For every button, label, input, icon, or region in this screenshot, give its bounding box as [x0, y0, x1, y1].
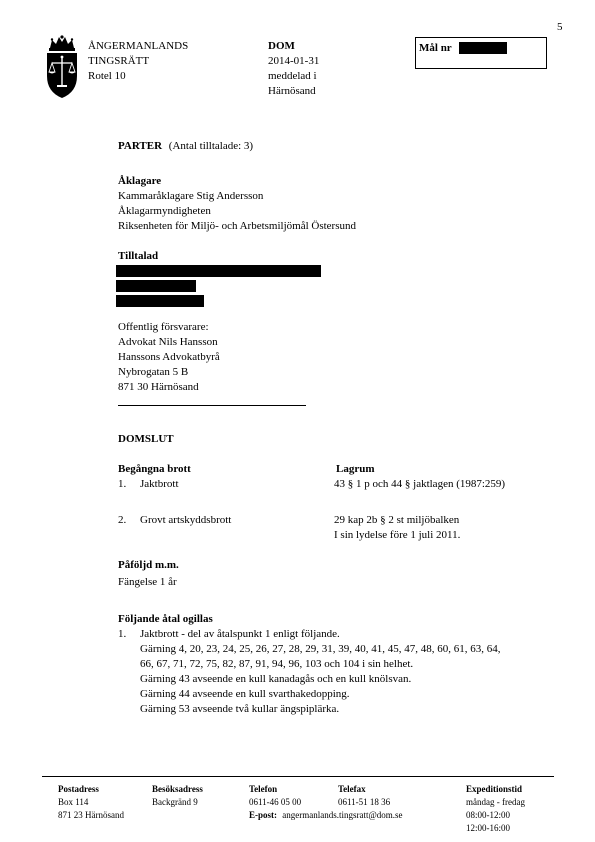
section-divider: [118, 405, 306, 406]
court-name: ÅNGERMANLANDS TINGSRÄTT Rotel 10: [88, 40, 189, 82]
defender-section: Offentlig försvarare: Advokat Nils Hansson Hanssons Advokatbyrå Nybrogatan 5 B 871 30 Härnösand: [118, 321, 220, 393]
case-number-box: [415, 37, 547, 69]
document-date: 2014-01-31: [268, 55, 320, 67]
ogillas-number: 1.: [118, 628, 127, 640]
footer-divider: [42, 776, 554, 777]
parter-section: [118, 139, 253, 154]
crime-number: 2.: [118, 514, 127, 526]
case-number-label: Mål nr: [419, 42, 452, 54]
defendant-address-redaction: [116, 280, 196, 292]
crime-law: 43 § 1 p och 44 § jaktlagen (1987:259): [334, 478, 506, 490]
ogillas-text: Jaktbrott - del av åtalspunkt 1 enligt följande. Gärning 4, 20, 23, 24, 25, 26, 27, 28, 29, 31, 39, 40, 41, 45, 47, 48, 60, 61, 63, 64, 66, 67, 71, 72, 75, 82, 87, 91, 94, 96, 103 och 104 i sin helhet. Gärning 43 avseende en kull kanadagås och en kull knölsvan. Gärning 44 avseende en kull svarthakedopping. Gärning 53 avseende två kullar ängspiplärka.: [140, 628, 501, 715]
pafoljd-text: Fängelse 1 år: [118, 576, 177, 588]
court-crest-icon: [42, 34, 82, 100]
aklagare-section: Åklagare Kammaråklagare Stig Andersson Åklagarmyndigheten Riksenheten för Miljö- och Arbetsmiljömål Östersund: [118, 175, 356, 232]
parter-count-note: (Antal tilltalade: 3): [168, 140, 254, 152]
defendant-city-redaction: [116, 295, 204, 307]
crimes-column-header: Begångna brott: [118, 463, 191, 475]
ogillas-heading: Följande åtal ogillas: [118, 613, 213, 625]
crime-name: Jaktbrott: [140, 478, 179, 490]
footer-besoksadress: Besöksadress Backgränd 9: [152, 784, 203, 807]
footer-telefax: Telefax 0611-51 18 36: [338, 784, 391, 807]
crime-law: 29 kap 2b § 2 st miljöbalken I sin lydelse före 1 juli 2011.: [334, 514, 461, 541]
footer-postadress: Postadress Box 114 871 23 Härnösand: [58, 784, 124, 820]
parter-heading: PARTER: [118, 140, 163, 152]
law-column-header: Lagrum: [336, 463, 375, 475]
page-number: 5: [557, 21, 563, 33]
tilltalad-heading: Tilltalad: [118, 250, 159, 262]
defendant-name-redaction: [116, 265, 321, 277]
crime-number: 1.: [118, 478, 127, 490]
document-meta: DOM 2014-01-31 meddelad i Härnösand: [268, 40, 320, 97]
case-number-redaction: [459, 42, 507, 54]
crime-name: Grovt artskyddsbrott: [140, 514, 232, 526]
domslut-heading: DOMSLUT: [118, 433, 174, 445]
footer-epost: E-post: angermanlands.tingsratt@dom.se: [249, 810, 403, 820]
footer-expeditionstid: Expeditionstid måndag - fredag 08:00-12:00 12:00-16:00: [466, 784, 525, 833]
aklagare-heading: Åklagare: [118, 175, 162, 187]
pafoljd-heading: Påföljd m.m.: [118, 559, 179, 571]
footer-telefon: Telefon 0611-46 05 00: [249, 784, 302, 807]
document-type: DOM: [268, 40, 295, 52]
